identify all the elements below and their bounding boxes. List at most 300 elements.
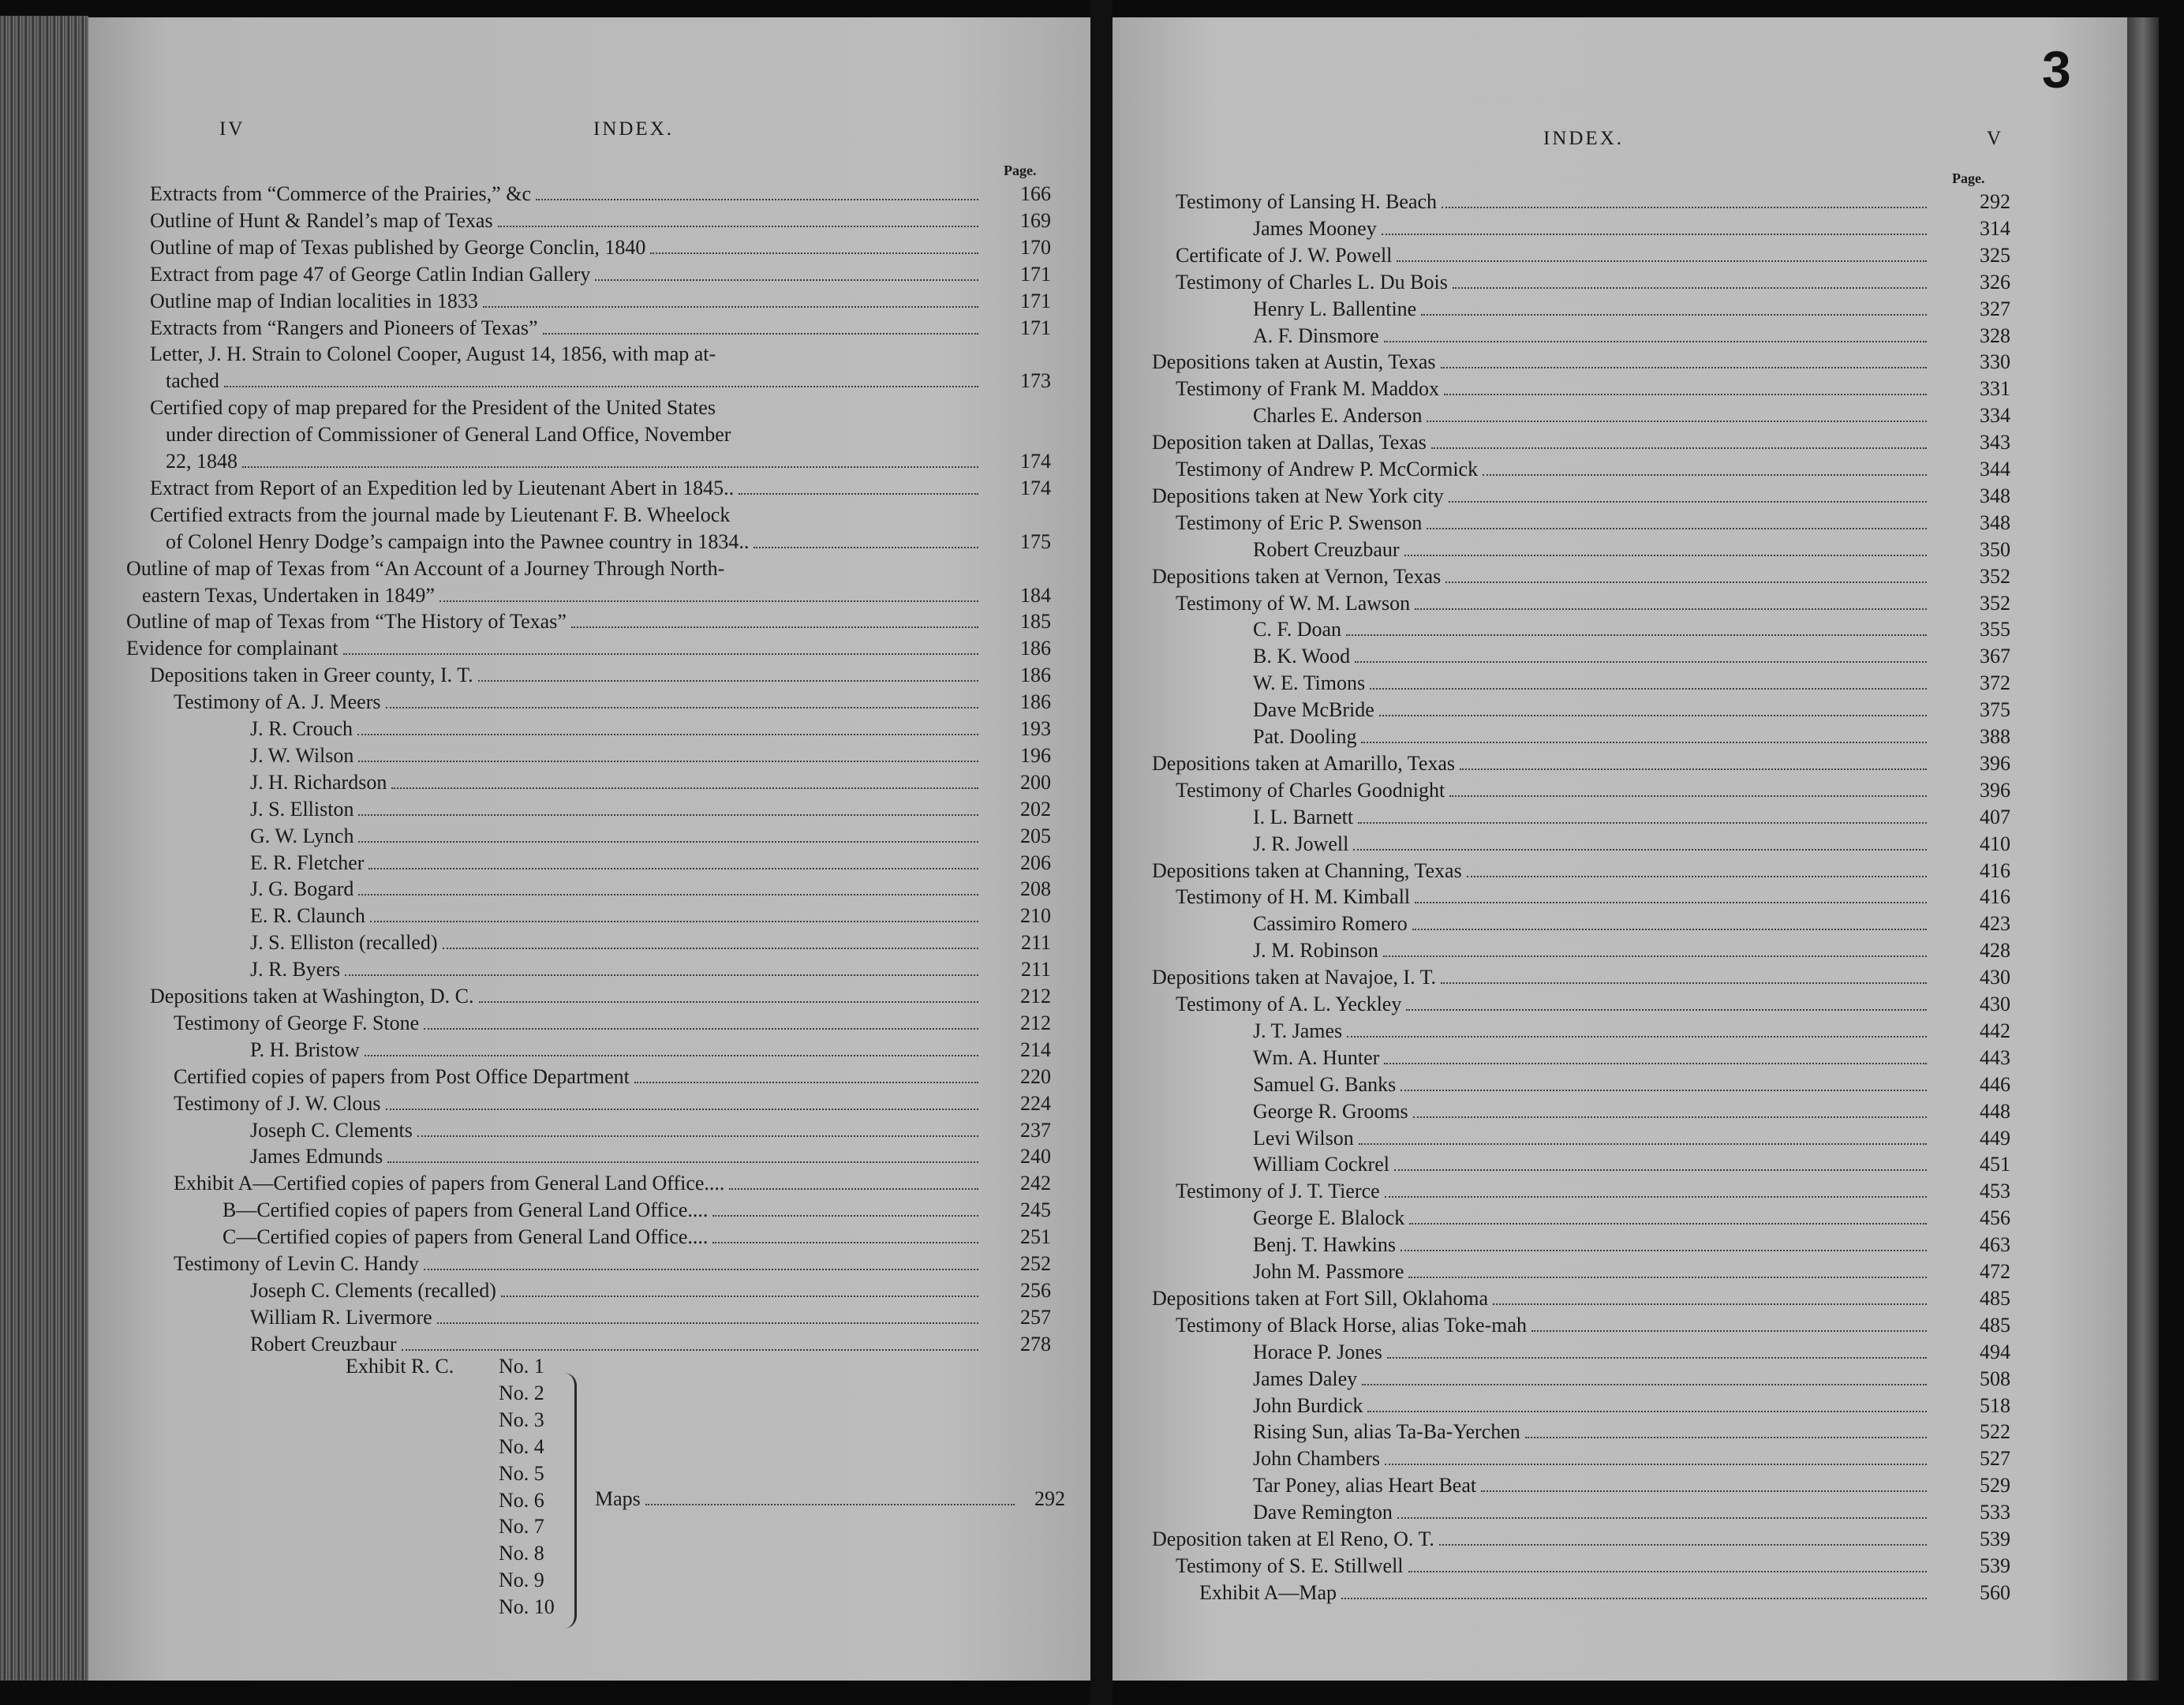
dot-leader [739,493,978,495]
index-entry-page: 205 [1020,824,1051,847]
dot-leader [498,226,978,227]
index-entry-page: 240 [1020,1145,1051,1168]
dot-leader [1431,447,1927,449]
index-entry-text: Testimony of J. W. Clous [174,1091,381,1115]
index-entry-page: 211 [1020,958,1051,981]
dot-leader [343,653,978,655]
index-entry-text: Outline map of Indian localities in 1833 [150,289,478,312]
dot-leader [1449,501,1927,503]
dot-leader [1370,688,1927,690]
index-entry-text: I. L. Barnett [1253,805,1354,828]
index-entry [1176,591,1933,616]
index-entry [1176,376,1933,402]
index-entry [1176,778,1933,803]
index-entry [1253,1099,1933,1124]
index-entry [223,1225,985,1250]
index-entry-text: Testimony of A. J. Meers [174,690,381,714]
dot-leader [1460,768,1927,770]
index-entry-page: 202 [1020,797,1051,821]
index-entry [250,957,985,982]
dot-leader [1415,608,1927,610]
index-entry [174,1171,985,1196]
exhibit-number: No. 10 [499,1595,555,1619]
index-entry-page: 352 [1980,564,2010,588]
index-entry [250,877,985,902]
index-entry-text: Testimony of J. T. Tierce [1176,1180,1380,1203]
index-entry-page: 343 [1980,431,2010,454]
index-entry [1253,911,1933,937]
index-entry-text: Outline of map of Texas from “An Account of a Journey Through North- [126,556,725,580]
index-entry-text: Joseph C. Clements [250,1118,413,1142]
index-entry [1253,805,1933,830]
index-entry [1152,965,1933,990]
index-entry-page: 539 [1980,1554,2010,1577]
dot-leader [1445,581,1927,583]
dot-leader [1404,555,1927,556]
index-entry-page: 518 [1980,1393,2010,1417]
dot-leader [1382,234,1927,235]
dot-leader [1379,715,1927,716]
index-entry-text: Joseph C. Clements (recalled) [250,1278,496,1302]
book-edge-right [2127,17,2159,1681]
index-entry-text: J. G. Bogard [250,877,354,901]
dot-leader [1442,207,1927,208]
exhibit-number: No. 4 [499,1434,544,1458]
index-entry [166,449,985,474]
left-page [88,17,1090,1681]
index-entry-page: 472 [1980,1260,2010,1283]
dot-leader [391,787,978,789]
index-entry-text: Deposition taken at Dallas, Texas [1152,431,1427,454]
index-entry-text: Testimony of Charles Goodnight [1176,778,1445,802]
index-entry [1253,697,1933,723]
index-entry [1253,1206,1933,1231]
index-entry-text: Henry L. Ballentine [1253,297,1417,320]
index-entry-page: 220 [1020,1064,1051,1088]
maps-entry [595,1486,1021,1512]
dot-leader [1427,421,1927,422]
index-entry [166,529,985,555]
index-entry-text: B. K. Wood [1253,645,1351,668]
dot-leader [1341,1598,1927,1599]
index-entry [150,663,985,688]
dot-leader [402,1349,978,1351]
index-entry [1253,1232,1933,1258]
dot-leader [1408,1571,1927,1572]
dot-leader [1483,474,1927,476]
index-entry [250,851,985,876]
index-entry-text: Testimony of Lansing H. Beach [1176,190,1438,213]
index-entry-page: 529 [1980,1474,2010,1497]
index-entry-text: Samuel G. Banks [1253,1072,1397,1096]
index-entry [1176,457,1933,482]
index-entry-page: 410 [1980,832,2010,855]
exhibit-number: No. 8 [499,1542,544,1565]
index-entry [1253,297,1933,322]
index-entry-text: Tar Poney, alias Heart Beat [1253,1474,1477,1497]
index-entry-text: Cassimiro Romero [1253,912,1408,936]
dot-leader [443,948,978,949]
index-entry [1176,884,1933,910]
book-edge-left [0,16,88,1681]
index-entry-text: tached [166,369,219,393]
dot-leader [1406,1009,1927,1011]
index-entry-text: J. H. Richardson [250,770,387,794]
index-entry [142,583,985,608]
index-entry-page: 375 [1980,698,2010,722]
left-page-column-header: Page. [1004,163,1037,178]
index-entry-text: Extracts from “Commerce of the Prairies,” &c [150,182,531,205]
index-entry [150,289,985,314]
dot-leader [1441,367,1928,368]
dot-leader [358,894,978,895]
index-entry-page: 539 [1980,1527,2010,1550]
index-entry-page: 292 [1980,190,2010,213]
index-entry-page: 242 [1020,1172,1051,1195]
dot-leader [1394,1169,1927,1171]
index-entry-page: 208 [1020,877,1051,901]
index-entry-page: 330 [1980,350,2010,374]
dot-leader [1439,1544,1927,1546]
index-entry-text: J. T. James [1253,1019,1343,1042]
index-entry-page: 367 [1980,645,2010,668]
dot-leader [368,868,978,869]
index-entry [250,1278,985,1303]
index-entry-text: William R. Livermore [250,1305,432,1329]
index-entry-text: J. R. Crouch [250,717,353,740]
index-entry [250,1332,985,1357]
index-entry-page: 206 [1020,851,1051,874]
dot-leader [357,734,978,735]
index-entry [250,1305,985,1330]
index-entry-text: Testimony of Charles L. Du Bois [1176,270,1448,294]
index-entry-text: E. R. Fletcher [250,851,365,874]
dot-leader [1385,1464,1927,1465]
index-entry [174,1251,985,1277]
index-entry-page: 193 [1020,717,1051,740]
dot-leader [645,1504,1015,1505]
index-entry-text: J. S. Elliston (recalled) [250,931,438,955]
index-entry [1253,644,1933,669]
index-entry-text: under direction of Commissioner of General Land Office, November [166,423,731,447]
index-entry-text: Dave McBride [1253,698,1374,722]
index-entry [250,1118,985,1143]
dot-leader [501,1296,978,1297]
index-entry [1152,1527,1933,1552]
index-entry-page: 174 [1020,450,1051,473]
dot-leader [358,814,978,816]
index-entry-page: 186 [1020,664,1051,687]
index-entry [1253,671,1933,696]
index-entry-text: Rising Sun, alias Ta-Ba-Yerchen [1253,1420,1520,1444]
dot-leader [754,547,978,548]
index-entry-text: Robert Creuzbaur [250,1332,397,1355]
index-entry-text: Depositions taken at Navajoe, I. T. [1152,966,1437,989]
index-entry-page: 348 [1980,484,2010,507]
dot-leader [1385,1196,1927,1198]
dot-leader [358,841,978,843]
dot-leader [242,466,978,468]
index-entry-page: 327 [1980,297,2010,320]
index-entry [250,1038,985,1063]
index-entry [1152,484,1933,509]
dot-leader [543,333,978,335]
exhibit-number: No. 2 [499,1381,544,1404]
index-entry [1253,617,1933,642]
dot-leader [1358,822,1927,824]
index-entry-text: 22, 1848 [166,450,237,473]
index-entry-page: 212 [1020,1011,1051,1034]
dot-leader [370,921,978,922]
index-entry [1253,1473,1933,1498]
index-entry [223,1198,985,1223]
dot-leader [1441,982,1927,984]
index-entry-page: 344 [1980,458,2010,480]
index-entry-page: 185 [1020,610,1051,634]
index-entry [1253,1446,1933,1471]
index-entry-text: Depositions taken in Greer county, I. T. [150,664,473,687]
index-entry-page: 169 [1020,208,1051,232]
index-entry-text: Levi Wilson [1253,1126,1354,1150]
index-entry-text: George E. Blalock [1253,1206,1405,1230]
left-folio: IV [219,118,245,140]
index-entry [1253,1393,1933,1419]
index-entry-page: 372 [1980,671,2010,695]
index-entry [150,262,985,287]
index-entry [1152,564,1933,589]
index-entry-text: W. E. Timons [1253,671,1366,695]
index-entry-text: Pat. Dooling [1253,725,1357,748]
index-entry [1199,1580,1933,1606]
dot-leader [387,1161,978,1163]
index-entry-page: 448 [1980,1099,2010,1123]
dot-leader [345,974,978,976]
dot-leader [1413,1116,1927,1118]
index-entry-text: A. F. Dinsmore [1253,323,1379,347]
index-entry-text: C—Certified copies of papers from General Land Office.... [223,1225,709,1249]
index-entry [1152,430,1933,455]
index-entry [166,368,985,394]
index-entry-page: 252 [1020,1252,1051,1275]
index-entry [1253,216,1933,241]
exhibit-number: No. 1 [499,1355,544,1378]
index-entry [1152,350,1933,375]
index-entry-page: 184 [1020,583,1051,607]
index-entry-text: Depositions taken at Channing, Texas [1152,858,1462,882]
index-entry-page: 210 [1020,904,1051,928]
index-entry-text: Extract from Report of an Expedition led by Lieutenant Abert in 1845.. [150,476,735,499]
index-entry-text: Benj. T. Hawkins [1253,1233,1397,1257]
index-entry [1253,1072,1933,1097]
index-entry-text: James Mooney [1253,216,1377,240]
index-entry-page: 508 [1980,1367,2010,1390]
index-entry-text: G. W. Lynch [250,824,354,847]
index-entry [150,342,716,367]
index-entry [1176,189,1933,215]
index-entry-page: 200 [1020,770,1051,794]
dot-leader [1347,1036,1927,1038]
index-entry-page: 494 [1980,1340,2010,1363]
index-entry [1253,323,1933,349]
index-entry [150,395,716,421]
index-entry [126,636,985,661]
index-entry [250,770,985,795]
index-entry-text: Extracts from “Rangers and Pioneers of Texas” [150,316,538,339]
index-entry [1176,1554,1933,1579]
dot-leader [1453,287,1927,289]
index-entry-text: Outline of Hunt & Randel’s map of Texas [150,208,493,232]
dot-leader [365,1055,978,1056]
index-entry [126,556,724,581]
index-entry [1253,1045,1933,1071]
index-entry-page: 451 [1980,1153,2010,1176]
dot-leader [424,1269,978,1270]
index-entry [150,503,730,528]
index-entry-text: of Colonel Henry Dodge’s campaign into the Pawnee country in 1834.. [166,529,750,553]
index-entry [1176,1179,1933,1204]
index-entry-text: Evidence for complainant [126,637,338,660]
index-entry [250,930,985,955]
index-entry-page: 166 [1020,182,1051,205]
dot-leader [1421,314,1927,316]
index-entry-text: J. R. Jowell [1253,832,1349,855]
index-entry [250,797,985,822]
dot-leader [439,600,978,602]
index-entry-text: Depositions taken at Vernon, Texas [1152,564,1442,588]
index-entry-text: B—Certified copies of papers from General Land Office.... [223,1198,709,1222]
dot-leader [595,279,978,281]
index-entry-page: 256 [1020,1278,1051,1302]
exhibit-rc-label: Exhibit R. C. [346,1355,454,1378]
index-entry-text: Dave Remington [1253,1501,1393,1524]
index-entry-text: John Chambers [1253,1447,1381,1471]
index-entry-page: 212 [1020,985,1051,1008]
index-entry-page: 314 [1980,216,2010,240]
index-entry-text: C. F. Doan [1253,618,1342,641]
index-entry-text: Depositions taken at Austin, Texas [1152,350,1436,374]
index-entry [150,208,985,234]
index-entry-page: 485 [1980,1286,2010,1310]
dot-leader [358,761,978,762]
book-gutter [1090,0,1113,1705]
index-entry-text: Depositions taken at Amarillo, Texas [1152,751,1456,775]
index-entry [150,181,985,207]
dot-leader [1467,876,1927,877]
index-entry-text: Extract from page 47 of George Catlin Indian Gallery [150,262,591,286]
dot-leader [1415,902,1927,903]
index-entry-page: 533 [1980,1501,2010,1524]
index-entry-text: John Burdick [1253,1393,1363,1417]
index-entry-text: Testimony of George F. Stone [174,1011,420,1034]
index-entry [1253,1500,1933,1525]
dot-leader [650,252,978,254]
index-entry [250,743,985,768]
dot-leader [478,680,978,682]
index-entry-page: 251 [1020,1225,1051,1249]
index-entry-text: Testimony of W. M. Lawson [1176,591,1411,615]
dot-leader [1449,795,1927,797]
index-entry-page: 174 [1020,476,1051,499]
index-entry-page: 171 [1020,316,1051,339]
index-entry-page: 443 [1980,1045,2010,1069]
index-entry-text: E. R. Claunch [250,904,365,928]
left-page-title: INDEX. [593,118,675,140]
dot-leader [1408,1277,1927,1278]
index-entry-page: 423 [1980,912,2010,936]
dot-leader [417,1135,978,1137]
maps-page-number: 292 [1034,1487,1065,1510]
dot-leader [483,306,978,308]
index-entry [1253,1419,1933,1445]
index-entry-text: William Cockrel [1253,1153,1389,1176]
index-entry [1176,510,1933,536]
index-entry-text: J. R. Byers [250,958,341,981]
dot-leader [571,626,978,628]
dot-leader [1359,1143,1927,1145]
index-entry-page: 334 [1980,404,2010,428]
dot-leader [1409,1223,1927,1225]
dot-leader [1397,260,1927,262]
index-entry [1176,243,1933,268]
index-entry-page: 326 [1980,270,2010,294]
index-entry-page: 446 [1980,1072,2010,1096]
dot-leader [386,1109,978,1110]
index-entry [1253,724,1933,750]
index-entry-page: 257 [1020,1305,1051,1329]
index-entry-page: 352 [1980,591,2010,615]
index-entry-text: Testimony of Andrew P. McCormick [1176,458,1479,480]
index-entry-text: J. M. Robinson [1253,939,1378,963]
index-entry-text: Outline of map of Texas published by George Conclin, 1840 [150,235,646,259]
index-entry [1253,403,1933,428]
index-entry-text: Testimony of Frank M. Maddox [1176,377,1439,401]
index-entry [1253,1019,1933,1044]
dot-leader [1346,634,1927,636]
dot-leader [1355,661,1927,663]
index-entry-text: Exhibit A—Map [1199,1580,1337,1604]
dot-leader [1383,955,1927,957]
dot-leader [1525,1437,1927,1438]
dot-leader [479,1001,978,1003]
index-entry-page: 325 [1980,243,2010,267]
index-entry [150,235,985,260]
index-entry-page: 186 [1020,690,1051,714]
dot-leader [634,1082,978,1083]
index-entry-page: 171 [1020,289,1051,312]
index-entry-page: 196 [1020,743,1051,767]
right-page-title: INDEX. [1543,128,1625,149]
exhibit-number: No. 3 [499,1408,544,1431]
dot-leader [1387,1357,1927,1359]
dot-leader [1481,1490,1927,1492]
index-entry-text: Testimony of S. E. Stillwell [1176,1554,1404,1577]
index-entry [1253,1152,1933,1177]
index-entry-page: 214 [1020,1038,1051,1061]
maps-label: Maps [595,1487,641,1510]
index-entry [1253,1259,1933,1284]
index-entry-page: 211 [1020,931,1051,955]
index-entry-page: 348 [1980,510,2010,534]
exhibit-number: No. 6 [499,1488,544,1512]
index-entry [250,716,985,742]
index-entry-page: 463 [1980,1233,2010,1257]
index-entry-text: Certificate of J. W. Powell [1176,243,1393,267]
index-entry [150,316,985,341]
index-entry-page: 173 [1020,369,1051,393]
index-entry [1253,938,1933,963]
index-entry-page: 407 [1980,805,2010,828]
index-entry-page: 485 [1980,1313,2010,1337]
